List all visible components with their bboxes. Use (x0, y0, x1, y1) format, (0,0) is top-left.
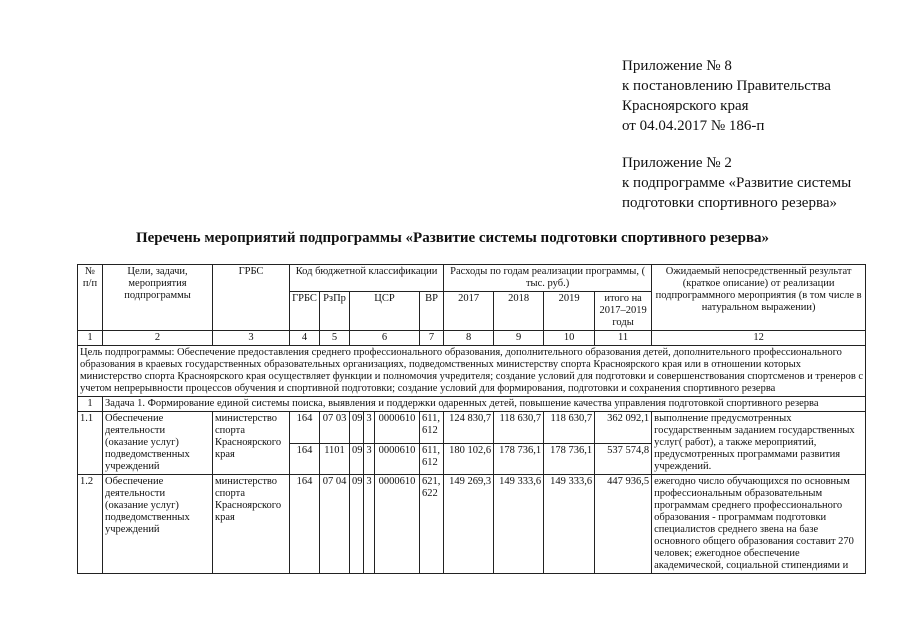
cell-rzpr: 1101 (320, 443, 350, 475)
cell-csr-a: 09 (350, 475, 364, 574)
appendix-block-2 (622, 153, 851, 213)
cell-csr-c: 0000610 (375, 475, 420, 574)
col-number: 2 (103, 331, 213, 346)
header-total: итого на 2017–2019 годы (595, 292, 652, 331)
task-num: 1 (78, 397, 103, 412)
appendix-block-1 (622, 56, 851, 136)
cell-2018: 178 736,1 (494, 443, 544, 475)
cell-total: 362 092,1 (595, 412, 652, 444)
col-number: 12 (652, 331, 866, 346)
goal-text: Цель подпрограммы: Обеспечение предоставления среднего профессионального образования, дополнительного образования детей, дополнительного профессионального образования в краевых государственных образовательных организациях, подведомственных министерству спорта Красноярского края или в отношении которых министерство спорта Красноярского края осуществляет функции и полномочия учредителя; создание условий для подготовки и совершенствования спортсменов и тренеров с учетом непрерывности процессов обучения и спортивной подготовки; создание условий для формирования, подготовки и сохранения спортивного резерва (78, 346, 866, 397)
header-budget-code: Код бюджетной классификации (290, 265, 444, 292)
cell-2018: 118 630,7 (494, 412, 544, 444)
appendix-line: подготовки спортивного резерва» (622, 195, 837, 211)
appendix-line: Приложение № 2 (622, 155, 732, 171)
table-row (78, 475, 866, 574)
cell-csr-a: 09 (350, 443, 364, 475)
appendix-line: Красноярского края (622, 98, 749, 114)
appendix-line: к подпрограмме «Развитие системы (622, 175, 852, 191)
task-text: Задача 1. Формирование единой системы поиска, выявления и поддержки одаренных детей, повышение качества управления подготовкой спортивного резерва (103, 397, 866, 412)
cell-csr-b: 3 (364, 475, 375, 574)
cell-2017: 180 102,6 (444, 443, 494, 475)
cell-2017: 124 830,7 (444, 412, 494, 444)
header-2017: 2017 (444, 292, 494, 331)
column-numbers-row (78, 331, 866, 346)
cell-csr-b: 3 (364, 412, 375, 444)
cell-grbs: 164 (290, 443, 320, 475)
measures-table (77, 264, 866, 574)
cell-2018: 149 333,6 (494, 475, 544, 574)
cell-grbs: 164 (290, 412, 320, 444)
cell-csr-c: 0000610 (375, 443, 420, 475)
cell-total: 447 936,5 (595, 475, 652, 574)
page-title: Перечень мероприятий подпрограммы «Развитие системы подготовки спортивного резерва» (135, 230, 770, 246)
goal-row (78, 346, 866, 397)
cell-rzpr: 07 03 (320, 412, 350, 444)
header-grbs: ГРБС (213, 265, 290, 331)
col-number: 1 (78, 331, 103, 346)
cell-rzpr: 07 04 (320, 475, 350, 574)
header-result: Ожидаемый непосредственный результат (краткое описание) от реализации подпрограммного мероприятия (в том числе в натуральном выражении) (652, 265, 866, 331)
col-number: 5 (320, 331, 350, 346)
header-num: № п/п (78, 265, 103, 331)
header-goals: Цели, задачи, мероприятия подпрограммы (103, 265, 213, 331)
row-grbs-name: министерство спорта Красноярского края (213, 412, 290, 475)
header-sub-rzpr: РзПр (320, 292, 350, 331)
header-appendix (622, 56, 851, 213)
cell-csr-a: 09 (350, 412, 364, 444)
header-2019: 2019 (544, 292, 595, 331)
cell-total: 537 574,8 (595, 443, 652, 475)
cell-2017: 149 269,3 (444, 475, 494, 574)
row-num: 1.1 (78, 412, 103, 475)
cell-vr: 621, 622 (420, 475, 444, 574)
cell-csr-c: 0000610 (375, 412, 420, 444)
row-name: Обеспечение деятельности (оказание услуг) подведомственных учреждений (103, 475, 213, 574)
col-number: 4 (290, 331, 320, 346)
cell-2019: 149 333,6 (544, 475, 595, 574)
cell-2019: 178 736,1 (544, 443, 595, 475)
col-number: 8 (444, 331, 494, 346)
appendix-line: к постановлению Правительства (622, 78, 831, 94)
appendix-line: от 04.04.2017 № 186-п (622, 118, 765, 134)
cell-2019: 118 630,7 (544, 412, 595, 444)
cell-csr-b: 3 (364, 443, 375, 475)
col-number: 6 (350, 331, 420, 346)
col-number: 7 (420, 331, 444, 346)
col-number: 3 (213, 331, 290, 346)
task-row (78, 397, 866, 412)
col-number: 10 (544, 331, 595, 346)
header-sub-grbs: ГРБС (290, 292, 320, 331)
header-sub-csr: ЦСР (350, 292, 420, 331)
cell-vr: 611, 612 (420, 412, 444, 444)
col-number: 9 (494, 331, 544, 346)
row-num: 1.2 (78, 475, 103, 574)
appendix-line: Приложение № 8 (622, 58, 732, 74)
header-expenses: Расходы по годам реализации программы, ( тыс. руб.) (444, 265, 652, 292)
row-result: ежегодно число обучающихся по основным профессиональным образовательным программам среднего профессионального образования - программам подготовки специалистов среднего звена на базе основного общего образования составит 270 человек; ежегодное обеспечение академической, социальной стипендиями и (652, 475, 866, 574)
header-2018: 2018 (494, 292, 544, 331)
row-grbs-name: министерство спорта Красноярского края (213, 475, 290, 574)
cell-vr: 611, 612 (420, 443, 444, 475)
table-header-row (78, 265, 866, 292)
row-result: выполнение предусмотренных государственным заданием государственных услуг( работ), а также мероприятий, предусмотренных программами развития учреждений. (652, 412, 866, 475)
cell-grbs: 164 (290, 475, 320, 574)
table-row (78, 412, 866, 444)
row-name: Обеспечение деятельности (оказание услуг) подведомственных учреждений (103, 412, 213, 475)
col-number: 11 (595, 331, 652, 346)
header-sub-vr: ВР (420, 292, 444, 331)
